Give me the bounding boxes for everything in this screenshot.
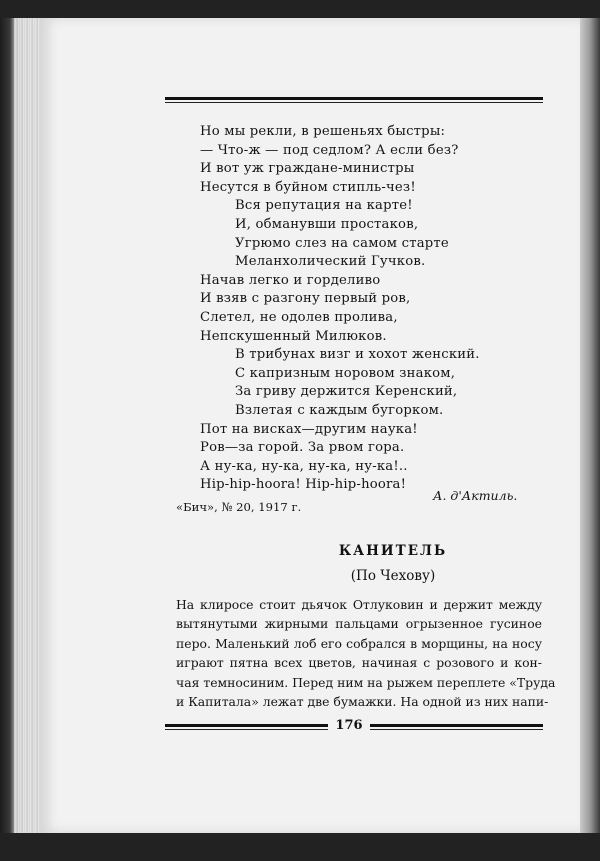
poem-line: И, обманувши простаков,	[235, 216, 419, 232]
story-line: и Капитала» лежат две бумажки. На одной из них напи-	[176, 694, 549, 710]
poem-line: И взяв с разгону первый ров,	[200, 291, 411, 307]
story-line: На клиросе стоит дьячок Отлуковин и держит между	[176, 597, 542, 612]
story-line: вытянутыми жирными пальцами огрызенное гусиное	[176, 616, 542, 632]
story-line: играют пятна всех цветов, начиная с розового и кон-	[176, 655, 542, 671]
footer-rule-left	[165, 724, 328, 730]
poem-line: Hip-hip-hoora! Hip-hip-hoora!	[200, 477, 407, 493]
page-footer	[165, 718, 543, 738]
bottom-dark-border	[0, 833, 600, 861]
top-dark-border	[0, 0, 600, 18]
poem	[200, 123, 560, 495]
poem-line: Пот на висках—другим наука!	[200, 421, 418, 437]
poem-line: Слетел, не одолев пролива,	[200, 309, 398, 325]
story-line: чая темносиним. Перед ним на рыжем переплете «Труда	[176, 674, 556, 690]
poem-line: — Что-ж — под седлом? А если без?	[200, 142, 459, 158]
poem-line: Начав легко и горделиво	[200, 272, 381, 288]
story-subtitle: (По Чехову)	[350, 568, 436, 584]
poem-line: За гриву держится Керенский,	[235, 384, 458, 400]
poem-line: Ров—за горой. За рвом гора.	[200, 440, 405, 456]
poem-line: А ну-ка, ну-ка, ну-ка, ну-ка!..	[200, 458, 408, 474]
poem-line: Взлетая с каждым бугорком.	[235, 402, 444, 418]
header-rule	[165, 97, 543, 103]
poem-line: Непскушенный Милюков.	[200, 328, 387, 344]
poem-line: С капризным норовом знаком,	[235, 365, 456, 381]
poem-line: Но мы рекли, в решеньях быстры:	[200, 124, 446, 139]
poem-line: Меланхолический Гучков.	[235, 254, 426, 270]
story-title: КАНИТЕЛЬ	[338, 543, 448, 559]
footer-rule-right	[370, 724, 543, 730]
page-number: 176	[335, 718, 363, 733]
poem-line: Угрюмо слез на самом старте	[235, 235, 449, 251]
poem-author: А. д'Актиль.	[433, 488, 518, 503]
poem-line: Вся репутация на карте!	[235, 198, 413, 214]
story-text	[176, 595, 556, 711]
story-line: перо. Маленький лоб его собрался в морщины, на носу	[176, 635, 542, 651]
poem-line: Несутся в буйном стипль-чез!	[200, 179, 416, 195]
poem-line: И вот уж граждане-министры	[200, 161, 415, 177]
poem-line: В трибунах визг и хохот женский.	[235, 347, 480, 363]
poem-source: «Бич», № 20, 1917 г.	[176, 500, 302, 514]
